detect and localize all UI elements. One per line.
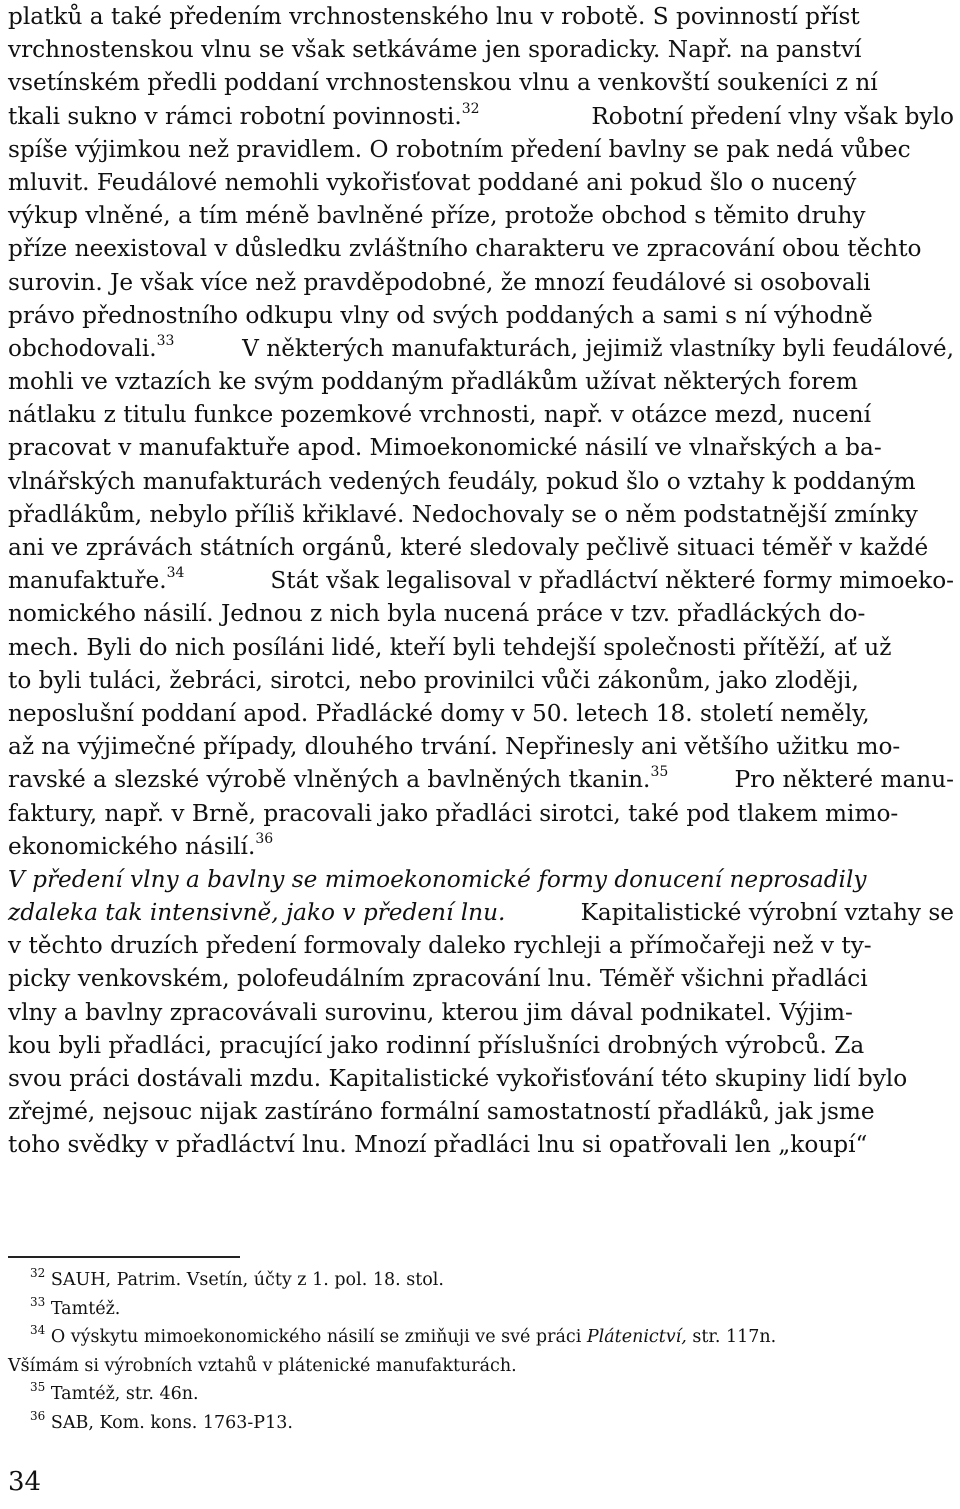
line-text: Robotní předení vlny však bylo <box>591 102 954 130</box>
footnote-number: 34 <box>30 1323 46 1338</box>
text-line <box>8 133 954 166</box>
line-text <box>8 763 668 796</box>
text-line <box>8 266 954 299</box>
main-text <box>8 0 954 1162</box>
text-line <box>8 1095 954 1128</box>
text-line <box>8 498 954 531</box>
footnote-34-cont <box>8 1352 954 1381</box>
line-text: kou byli přadláci, pracující jako rodinní příslušníci drobných výrobců. Za <box>8 1031 865 1059</box>
line-text: nomického násilí. Jednou z nich byla nucená práce v tzv. přadláckých do- <box>8 600 866 628</box>
text-line <box>8 763 954 796</box>
footnote-text: SAB, Kom. kons. 1763-P13. <box>50 1412 293 1433</box>
line-text: faktury, např. v Brně, pracovali jako přadláci sirotci, také pod tlakem mimo- <box>8 799 899 827</box>
text-line <box>8 1128 954 1161</box>
text-line <box>8 166 954 199</box>
footnote-text: Tamtéž, str. 46n. <box>50 1384 199 1405</box>
line-text: zřejmé, nejsouc nijak zastíráno formální samostatností přadláků, jak jsme <box>8 1098 875 1126</box>
line-text: platků a také předením vrchnostenského lnu v robotě. S povinností příst <box>8 3 860 30</box>
line-part: ekonomického násilí. <box>8 832 256 860</box>
line-text: právo přednostního odkupu vlny od svých poddaných a sami s ní výhodně <box>8 301 873 329</box>
text-line <box>8 631 954 664</box>
line-text <box>8 830 273 863</box>
text-line <box>8 33 954 66</box>
line-text <box>8 332 174 365</box>
text-line <box>8 365 954 398</box>
footnote-text: Tamtéž. <box>50 1298 121 1319</box>
text-line <box>8 431 954 464</box>
footnote-number: 33 <box>30 1294 46 1309</box>
text-line <box>8 896 954 929</box>
footnote-ref-34: 34 <box>166 565 185 582</box>
line-text <box>8 100 480 133</box>
line-text: mluvit. Feudálové nemohli vykořisťovat poddané ani pokud šlo o nucený <box>8 168 857 196</box>
footnote-text: Všímám si výrobních vztahů v plátenické manufakturách. <box>8 1355 517 1376</box>
text-line <box>8 299 954 332</box>
text-line <box>8 996 954 1029</box>
line-text: pracovat v manufaktuře apod. Mimoekonomické násilí ve vlnařských a ba- <box>8 434 882 462</box>
footnote-number: 32 <box>30 1266 46 1280</box>
footnote-36 <box>8 1409 954 1438</box>
line-text: ani ve zprávách státních orgánů, které sledovaly pečlivě situaci téměř v každé <box>8 534 929 561</box>
line-part: obchodovali. <box>8 334 157 362</box>
line-text: to byli tuláci, žebráci, sirotci, nebo provinilci vůči zákonům, jako zloději, <box>8 666 859 694</box>
text-line <box>8 962 954 995</box>
line-text: svou práci dostávali mzdu. Kapitalistické vykořisťování této skupiny lidí bylo <box>8 1065 908 1092</box>
line-text: picky venkovském, polofeudálním zpracování lnu. Téměř všichni přadláci <box>8 965 868 993</box>
text-line <box>8 398 954 431</box>
line-text: surovin. Je však více než pravděpodobné, že mnozí feudálové si osobovali <box>8 268 871 296</box>
footnote-separator <box>8 1256 240 1258</box>
line-text: až na výjimečné případy, dlouhého trvání. Nepřinesly ani většího užitku mo- <box>8 733 901 761</box>
italic-heading-text: V předení vlny a bavlny se mimoekonomické formy donucení neprosadily <box>8 865 867 893</box>
text-line <box>8 730 954 763</box>
text-line <box>8 465 954 498</box>
line-text: Kapitalistické výrobní vztahy se <box>580 899 954 927</box>
footnote-ref-36: 36 <box>255 830 274 847</box>
text-line <box>8 697 954 730</box>
line-part: manufaktuře. <box>8 567 167 595</box>
line-text: výkup vlněné, a tím méně bavlněné příze, protože obchod s těmito druhy <box>8 202 866 230</box>
text-line <box>8 199 954 232</box>
text-line <box>8 1062 954 1095</box>
footnote-32 <box>8 1266 954 1295</box>
text-line <box>8 332 954 365</box>
footnote-ref-32: 32 <box>461 100 480 117</box>
line-text: V některých manufakturách, jejimiž vlastníky byli feudálové, <box>242 334 954 362</box>
text-line <box>8 66 954 99</box>
text-line <box>8 830 954 863</box>
italic-heading-text: zdaleka tak intensivně, jako v předení lnu. <box>8 899 506 927</box>
footnote-text: O výskytu mimoekonomického násilí se zmiňuji ve své práci <box>50 1327 582 1348</box>
line-text: mech. Byli do nich posíláni lidé, kteří byli tehdejší společnosti přítěží, ať už <box>8 633 892 661</box>
line-text: příze neexistoval v důsledku zvláštního charakteru ve zpracování obou těchto <box>8 235 922 263</box>
text-line <box>8 564 954 597</box>
footnote-33 <box>8 1295 954 1324</box>
text-line <box>8 597 954 630</box>
line-text: toho svědky v přadláctví lnu. Mnozí přadláci lnu si opatřovali len „koupí“ <box>8 1131 868 1159</box>
line-text: neposlušní poddaní apod. Přadlácké domy v 50. letech 18. století neměly, <box>8 699 870 727</box>
line-text: vrchnostenskou vlnu se však setkáváme jen sporadicky. Např. na panství <box>8 36 862 64</box>
line-part: tkali sukno v rámci robotní povinnosti. <box>8 102 462 130</box>
text-line <box>8 1029 954 1062</box>
text-line <box>8 100 954 133</box>
text-line <box>8 0 954 33</box>
text-line <box>8 232 954 265</box>
line-text: nátlaku z titulu funkce pozemkové vrchnosti, např. v otázce mezd, nucení <box>8 401 872 429</box>
line-text: vsetínském předli poddaní vrchnostenskou vlnu a venkovští soukeníci z ní <box>8 69 878 97</box>
footnotes <box>8 1266 954 1438</box>
footnote-number: 36 <box>30 1408 46 1423</box>
footnote-number: 35 <box>30 1380 46 1395</box>
footnote-title: Plátenictví, <box>586 1327 687 1348</box>
footnote-35 <box>8 1380 954 1409</box>
line-text: přadlákům, nebylo příliš křiklavé. Nedochovaly se o něm podstatnější zmínky <box>8 500 918 528</box>
line-text: mohli ve vztazích ke svým poddaným přadlákům užívat některých forem <box>8 368 858 396</box>
footnote-text: str. 117n. <box>692 1327 777 1348</box>
footnote-ref-33: 33 <box>156 332 175 349</box>
text-line <box>8 797 954 830</box>
footnote-ref-35: 35 <box>650 764 669 781</box>
line-text: Stát však legalisoval v přadláctví některé formy mimoeko- <box>270 567 954 595</box>
line-part: ravské a slezské výrobě vlněných a bavlněných tkanin. <box>8 766 651 794</box>
line-text: spíše výjimkou než pravidlem. O robotním předení bavlny se pak nedá vůbec <box>8 135 911 163</box>
line-text <box>8 564 184 597</box>
text-line <box>8 863 954 896</box>
line-text: Pro některé manu- <box>734 766 954 794</box>
text-line <box>8 664 954 697</box>
text-line <box>8 929 954 962</box>
text-line <box>8 531 954 564</box>
footnote-text: SAUH, Patrim. Vsetín, účty z 1. pol. 18. stol. <box>50 1270 444 1290</box>
line-text: vlnářských manufakturách vedených feudály, pokud šlo o vztahy k poddaným <box>8 467 916 495</box>
footnote-34 <box>8 1323 954 1352</box>
page-number: 34 <box>8 1467 42 1497</box>
line-text: v těchto druzích předení formovaly daleko rychleji a přímočařeji než v ty- <box>8 932 872 960</box>
line-text: vlny a bavlny zpracovávali surovinu, kterou jim dával podnikatel. Výjim- <box>8 998 853 1026</box>
